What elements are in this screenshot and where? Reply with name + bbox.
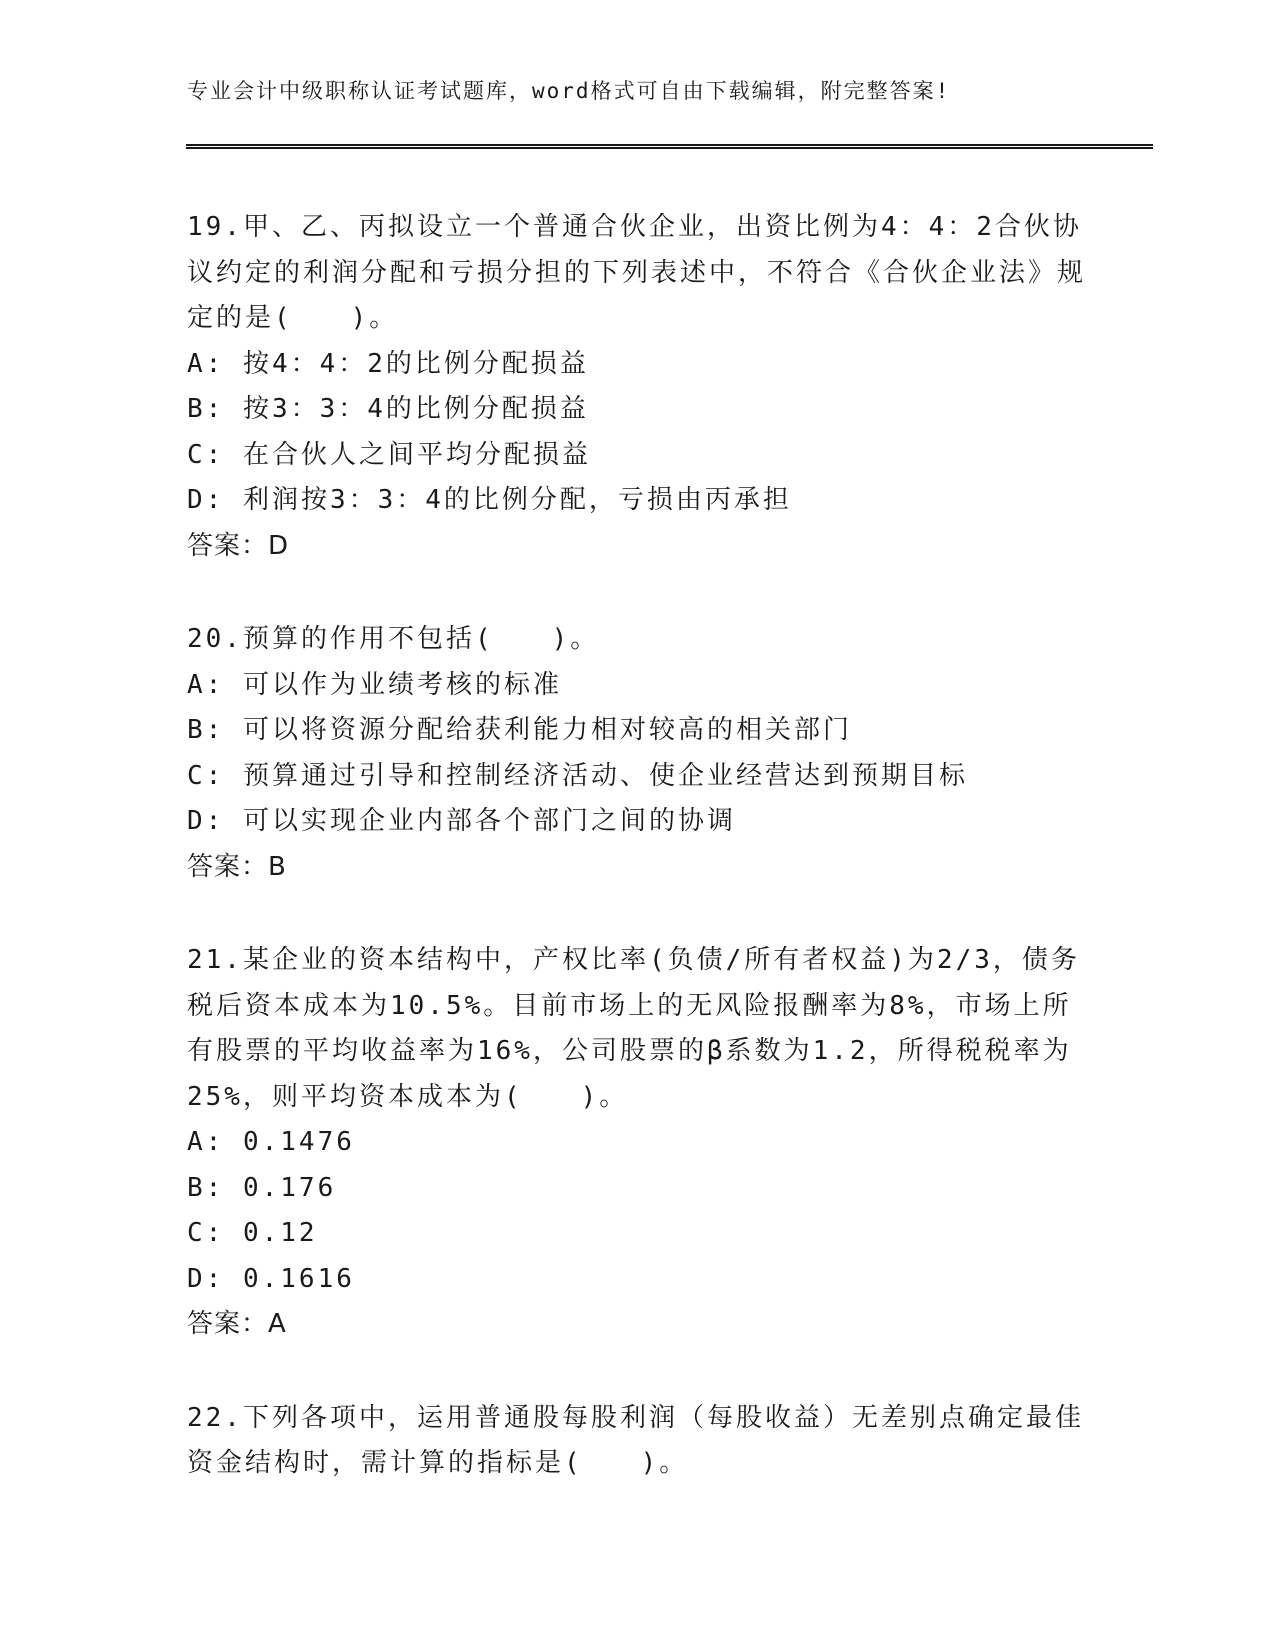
question-21: [187, 938, 1087, 1348]
option-c: C: 0.12: [187, 1218, 318, 1248]
question-20: [187, 617, 1087, 890]
question-stem: 19.甲、乙、丙拟设立一个普通合伙企业，出资比例为4：4：2合伙协议约定的利润分配和亏损分担的下列表述中，不符合《合伙企业法》规定的是( )。: [187, 212, 1087, 333]
option-b: B: 0.176: [187, 1172, 337, 1203]
option-a: A: 0.1476: [187, 1127, 355, 1157]
answer-text: 答案：D: [187, 530, 290, 561]
answer-text: 答案：B: [187, 851, 287, 882]
option-d: D: 利润按3：3：4的比例分配，亏损由丙承担: [187, 485, 792, 515]
question-stem: 22.下列各项中，运用普通股每股利润（每股收益）无差别点确定最佳资金结构时，需计算的指标是( )。: [187, 1402, 1084, 1478]
option-b: B: 按3：3：4的比例分配损益: [187, 394, 589, 424]
question-list: [187, 205, 1087, 1535]
question-stem: 20.预算的作用不包括( )。: [187, 624, 600, 654]
page-header-text: 专业会计中级职称认证考试题库，word格式可自由下载编辑，附完整答案!: [187, 79, 951, 103]
option-c: C: 预算通过引导和控制经济活动、使企业经营达到预期目标: [187, 760, 968, 791]
option-b: B: 可以将资源分配给获利能力相对较高的相关部门: [187, 715, 852, 745]
header-divider: [186, 144, 1153, 149]
option-c: C: 在合伙人之间平均分配损益: [187, 439, 591, 470]
option-d: D: 0.1616: [187, 1263, 355, 1294]
option-a: A: 可以作为业绩考核的标准: [187, 669, 562, 700]
option-d: D: 可以实现企业内部各个部门之间的协调: [187, 806, 736, 836]
question-22: [187, 1396, 1087, 1487]
option-a: A: 按4：4：2的比例分配损益: [187, 348, 589, 379]
answer-text: 答案：A: [187, 1309, 287, 1339]
question-19: [187, 205, 1087, 569]
question-stem: 21.某企业的资本结构中，产权比率(负债/所有者权益)为2/3，债务税后资本成本为10.5%。目前市场上的无风险报酬率为8%，市场上所有股票的平均收益率为16%，公司股票的β系数为1.2，所得税税率为25%，则平均资本成本为( )。: [187, 945, 1080, 1112]
